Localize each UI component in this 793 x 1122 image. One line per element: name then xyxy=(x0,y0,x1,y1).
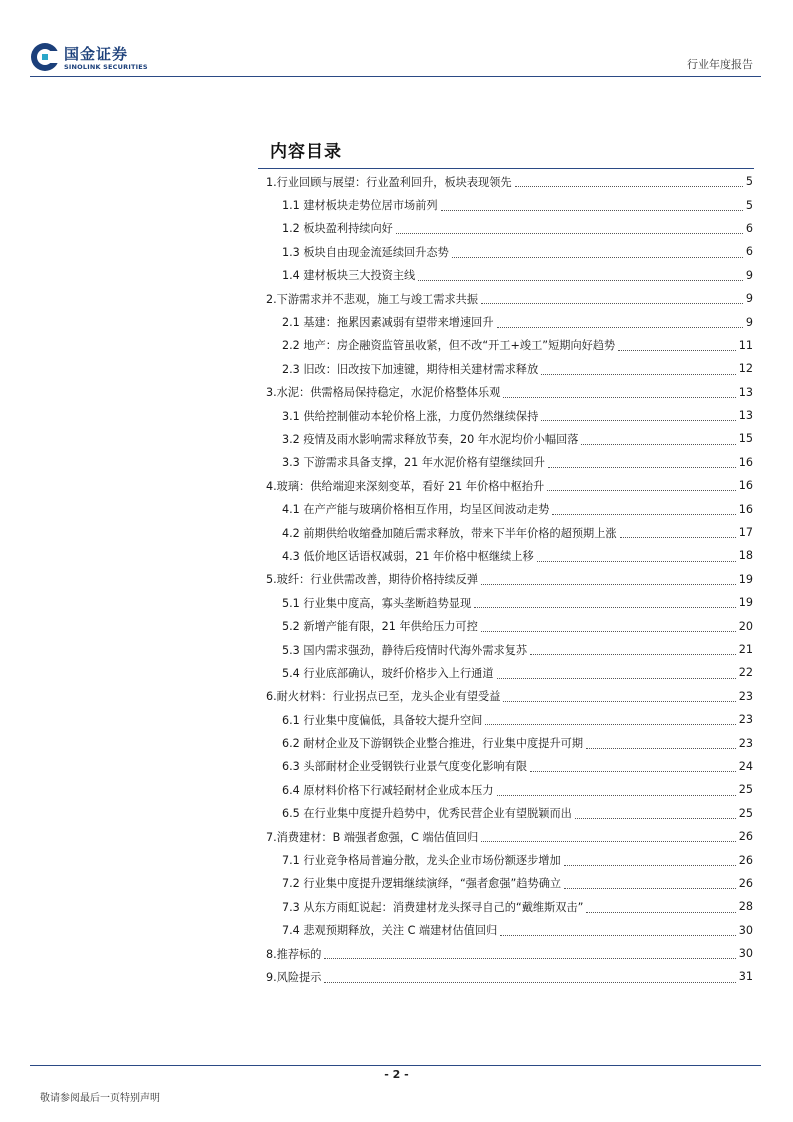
toc-dot-leader xyxy=(552,514,735,515)
toc-dot-leader xyxy=(581,444,735,445)
toc-entry-page: 16 xyxy=(738,502,753,516)
toc-entry-page: 13 xyxy=(738,409,753,423)
toc-section-link[interactable] xyxy=(266,170,753,193)
toc-dot-leader xyxy=(503,397,735,398)
toc-dot-leader xyxy=(586,912,735,913)
toc-section-link[interactable] xyxy=(266,287,753,310)
logo-text-en: SINOLINK SECURITIES xyxy=(64,63,148,71)
toc-entry-page: 16 xyxy=(738,455,753,469)
toc-dot-leader xyxy=(541,374,735,375)
toc-entry-label: 4.3 低价地区话语权减弱，21 年价格中枢继续上移 xyxy=(282,549,534,563)
sinolink-logo-icon xyxy=(30,42,60,72)
toc-entry-label: 1.4 建材板块三大投资主线 xyxy=(282,269,416,283)
toc-dot-leader xyxy=(503,701,735,702)
toc-entry-label: 7.消费建材：B 端强者愈强，C 端估值回归 xyxy=(266,830,479,844)
toc-entry-page: 23 xyxy=(738,713,753,727)
toc-entry-label: 1.3 板块自由现金流延续回升态势 xyxy=(282,245,449,259)
toc-dot-leader xyxy=(441,210,743,211)
toc-entry-label: 4.1 在产产能与玻璃价格相互作用，均呈区间波动走势 xyxy=(282,503,550,517)
toc-entry-label: 2.3 旧改：旧改按下加速键，期待相关建材需求释放 xyxy=(282,362,539,376)
toc-entry-page: 12 xyxy=(738,362,753,376)
toc-subsection-link[interactable] xyxy=(266,497,753,520)
toc-entry-page: 31 xyxy=(738,970,753,984)
toc-entry-page: 19 xyxy=(738,572,753,586)
toc-entry-label: 2.2 地产：房企融资监管虽收紧，但不改“开工+竣工”短期向好趋势 xyxy=(282,339,616,353)
footer-divider xyxy=(30,1065,761,1066)
toc-entry-page: 13 xyxy=(738,385,753,399)
toc-entry-label: 1.2 板块盈利持续向好 xyxy=(282,222,393,236)
toc-entry-page: 24 xyxy=(738,759,753,773)
toc-entry-page: 30 xyxy=(738,947,753,961)
toc-entry-label: 5.3 国内需求强劲，静待后疫情时代海外需求复苏 xyxy=(282,643,528,657)
toc-subsection-link[interactable] xyxy=(266,310,753,333)
table-of-contents xyxy=(266,170,753,989)
toc-entry-page: 16 xyxy=(738,479,753,493)
toc-subsection-link[interactable] xyxy=(266,919,753,942)
toc-entry-page: 6 xyxy=(745,221,753,235)
toc-entry-label: 4.2 前期供给收缩叠加随后需求释放，带来下半年价格的超预期上涨 xyxy=(282,526,617,540)
toc-subsection-link[interactable] xyxy=(266,778,753,801)
logo-text-cn: 国金证券 xyxy=(64,45,129,63)
toc-entry-page: 9 xyxy=(745,292,753,306)
toc-entry-page: 19 xyxy=(738,596,753,610)
toc-entry-page: 9 xyxy=(745,315,753,329)
toc-entry-page: 30 xyxy=(738,923,753,937)
toc-subsection-link[interactable] xyxy=(266,638,753,661)
toc-subsection-link[interactable] xyxy=(266,217,753,240)
toc-dot-leader xyxy=(547,490,736,491)
toc-entry-page: 11 xyxy=(738,338,753,352)
toc-subsection-link[interactable] xyxy=(266,544,753,567)
toc-dot-leader xyxy=(575,818,736,819)
toc-entry-label: 4.玻璃：供给端迎来深刻变革，看好 21 年价格中枢抬升 xyxy=(266,479,545,493)
page-header xyxy=(0,0,793,90)
toc-dot-leader xyxy=(396,233,743,234)
toc-entry-label: 3.3 下游需求具备支撑，21 年水泥价格有望继续回升 xyxy=(282,456,545,470)
toc-dot-leader xyxy=(497,678,736,679)
toc-entry-label: 7.4 悲观预期释放，关注 C 端建材估值回归 xyxy=(282,924,498,938)
toc-entry-page: 26 xyxy=(738,853,753,867)
toc-entry-page: 20 xyxy=(738,619,753,633)
toc-section-link[interactable] xyxy=(266,474,753,497)
toc-dot-leader xyxy=(452,257,743,258)
report-type-label: 行业年度报告 xyxy=(687,58,753,71)
toc-entry-page: 26 xyxy=(738,876,753,890)
toc-entry-label: 8.推荐标的 xyxy=(266,947,322,961)
toc-subsection-link[interactable] xyxy=(266,731,753,754)
header-divider xyxy=(30,76,761,77)
toc-title-divider xyxy=(258,168,754,169)
toc-entry-page: 28 xyxy=(738,900,753,914)
toc-entry-label: 5.1 行业集中度高，寡头垄断趋势显现 xyxy=(282,596,472,610)
toc-dot-leader xyxy=(515,186,743,187)
toc-entry-label: 6.1 行业集中度偏低，具备较大提升空间 xyxy=(282,713,483,727)
toc-entry-label: 5.4 行业底部确认，玻纤价格步入上行通道 xyxy=(282,666,494,680)
toc-section-link[interactable] xyxy=(266,965,753,988)
toc-entry-page: 15 xyxy=(738,432,753,446)
toc-dot-leader xyxy=(541,420,735,421)
toc-entry-page: 6 xyxy=(745,245,753,259)
toc-dot-leader xyxy=(548,467,736,468)
toc-subsection-link[interactable] xyxy=(266,755,753,778)
toc-entry-label: 7.3 从东方雨虹说起：消费建材龙头探寻自己的“戴维斯双击” xyxy=(282,900,584,914)
toc-subsection-link[interactable] xyxy=(266,357,753,380)
toc-entry-label: 6.5 在行业集中度提升趋势中，优秀民营企业有望脱颖而出 xyxy=(282,807,572,821)
toc-entry-label: 6.2 耐材企业及下游钢铁企业整合推进，行业集中度提升可期 xyxy=(282,737,584,751)
toc-dot-leader xyxy=(530,654,736,655)
toc-entry-label: 6.3 头部耐材企业受钢铁行业景气度变化影响有限 xyxy=(282,760,528,774)
toc-dot-leader xyxy=(500,935,735,936)
toc-entry-label: 5.玻纤：行业供需改善，期待价格持续反弹 xyxy=(266,573,479,587)
toc-subsection-link[interactable] xyxy=(266,848,753,871)
toc-subsection-link[interactable] xyxy=(266,264,753,287)
toc-subsection-link[interactable] xyxy=(266,427,753,450)
toc-subsection-link[interactable] xyxy=(266,404,753,427)
toc-dot-leader xyxy=(418,280,743,281)
toc-entry-label: 3.水泥：供需格局保持稳定，水泥价格整体乐观 xyxy=(266,386,501,400)
toc-entry-page: 21 xyxy=(738,643,753,656)
toc-entry-page: 25 xyxy=(738,806,753,820)
toc-entry-page: 18 xyxy=(738,549,753,563)
toc-dot-leader xyxy=(324,958,735,959)
toc-title: 内容目录 xyxy=(270,142,342,162)
toc-entry-label: 5.2 新增产能有限，21 年供给压力可控 xyxy=(282,620,478,634)
toc-entry-page: 22 xyxy=(738,666,753,680)
toc-subsection-link[interactable] xyxy=(266,591,753,614)
toc-entry-label: 2.1 基建：拖累因素减弱有望带来增速回升 xyxy=(282,316,494,330)
toc-subsection-link[interactable] xyxy=(266,521,753,544)
toc-subsection-link[interactable] xyxy=(266,661,753,684)
toc-entry-label: 7.2 行业集中度提升逻辑继续演绎，“强者愈强”趋势确立 xyxy=(282,877,562,891)
toc-dot-leader xyxy=(618,350,736,351)
toc-dot-leader xyxy=(485,724,735,725)
toc-entry-page: 25 xyxy=(738,783,753,797)
toc-subsection-link[interactable] xyxy=(266,895,753,918)
toc-section-link[interactable] xyxy=(266,942,753,965)
toc-subsection-link[interactable] xyxy=(266,802,753,825)
toc-entry-label: 3.2 疫情及雨水影响需求释放节奏，20 年水泥均价小幅回落 xyxy=(282,432,579,446)
toc-subsection-link[interactable] xyxy=(266,872,753,895)
toc-subsection-link[interactable] xyxy=(266,193,753,216)
toc-entry-page: 5 xyxy=(745,175,753,189)
toc-entry-label: 1.行业回顾与展望：行业盈利回升，板块表现领先 xyxy=(266,175,512,189)
toc-entry-page: 9 xyxy=(745,268,753,282)
toc-dot-leader xyxy=(474,607,736,608)
toc-dot-leader xyxy=(564,865,736,866)
toc-dot-leader xyxy=(537,561,736,562)
toc-dot-leader xyxy=(324,982,735,983)
toc-dot-leader xyxy=(530,771,736,772)
toc-dot-leader xyxy=(620,537,736,538)
toc-dot-leader xyxy=(586,748,736,749)
disclaimer-text: 敬请参阅最后一页特别声明 xyxy=(40,1093,160,1104)
toc-section-link[interactable] xyxy=(266,825,753,848)
toc-subsection-link[interactable] xyxy=(266,334,753,357)
toc-dot-leader xyxy=(497,327,743,328)
toc-entry-label: 3.1 供给控制催动本轮价格上涨，力度仍然继续保持 xyxy=(282,409,539,423)
toc-section-link[interactable] xyxy=(266,381,753,404)
toc-entry-label: 6.耐火材料：行业拐点已至，龙头企业有望受益 xyxy=(266,690,501,704)
toc-dot-leader xyxy=(481,631,736,632)
toc-section-link[interactable] xyxy=(266,568,753,591)
toc-entry-page: 23 xyxy=(738,736,753,750)
toc-subsection-link[interactable] xyxy=(266,708,753,731)
toc-dot-leader xyxy=(481,841,735,842)
toc-subsection-link[interactable] xyxy=(266,451,753,474)
toc-subsection-link[interactable] xyxy=(266,614,753,637)
toc-subsection-link[interactable] xyxy=(266,240,753,263)
toc-entry-page: 23 xyxy=(738,689,753,703)
toc-entry-label: 9.风险提示 xyxy=(266,970,322,984)
company-logo xyxy=(30,42,170,76)
toc-section-link[interactable] xyxy=(266,685,753,708)
page-number: - 2 - xyxy=(384,1068,409,1081)
toc-dot-leader xyxy=(481,303,743,304)
toc-entry-page: 17 xyxy=(738,526,753,540)
toc-entry-page: 5 xyxy=(745,198,753,212)
toc-entry-label: 7.1 行业竞争格局普遍分散，龙头企业市场份额逐步增加 xyxy=(282,854,561,868)
toc-entry-label: 6.4 原材料价格下行减轻耐材企业成本压力 xyxy=(282,783,494,797)
toc-dot-leader xyxy=(481,584,736,585)
toc-dot-leader xyxy=(564,888,736,889)
toc-entry-label: 2.下游需求并不悲观，施工与竣工需求共振 xyxy=(266,292,479,306)
toc-entry-page: 26 xyxy=(738,830,753,844)
toc-dot-leader xyxy=(497,795,736,796)
toc-entry-label: 1.1 建材板块走势位居市场前列 xyxy=(282,199,438,213)
